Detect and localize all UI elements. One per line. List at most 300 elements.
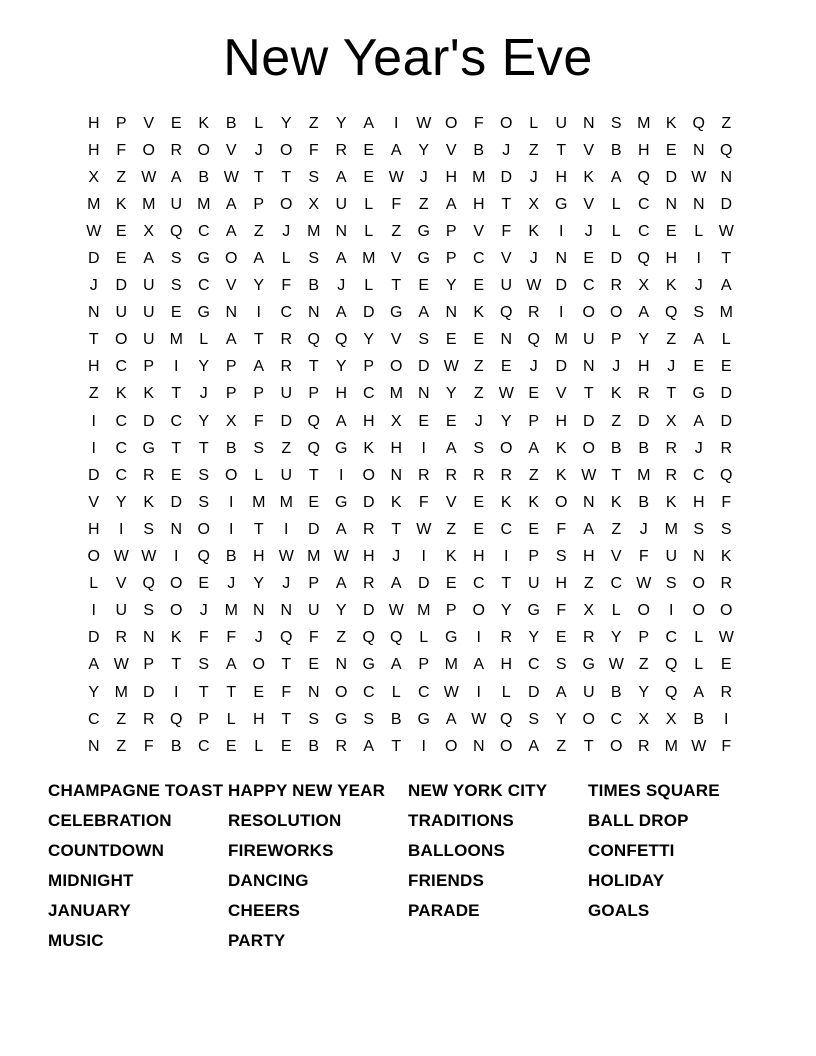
grid-letter-r21-c5: S — [198, 656, 210, 674]
grid-letter-r21-c9: E — [308, 656, 320, 674]
word-dancing: DANCING — [228, 871, 309, 890]
grid-letter-r8-c8: C — [280, 304, 293, 322]
puzzle-title: New Year's Eve — [223, 29, 593, 87]
grid-letter-r6-c17: J — [529, 250, 538, 268]
grid-letter-r8-c20: O — [610, 304, 623, 322]
grid-letter-r2-c17: Z — [528, 141, 539, 159]
grid-letter-r19-c14: P — [445, 602, 457, 620]
grid-letter-r7-c5: C — [197, 277, 210, 295]
grid-letter-r23-c4: Q — [170, 710, 183, 728]
grid-letter-r4-c22: N — [665, 195, 678, 213]
grid-letter-r5-c16: F — [501, 222, 512, 240]
grid-letter-r19-c17: G — [527, 602, 540, 620]
grid-letter-r19-c21: O — [637, 602, 650, 620]
grid-letter-r1-c20: S — [610, 114, 622, 132]
grid-letter-r11-c7: P — [253, 385, 265, 403]
grid-letter-r22-c13: C — [417, 683, 430, 701]
grid-letter-r5-c4: Q — [170, 222, 183, 240]
grid-letter-r7-c13: E — [418, 277, 430, 295]
grid-letter-r1-c10: Y — [335, 114, 347, 132]
grid-letter-r7-c9: B — [308, 277, 320, 295]
word-ball-drop: BALL DROP — [588, 811, 689, 830]
grid-letter-r14-c5: S — [198, 466, 210, 484]
grid-letter-r13-c19: O — [582, 439, 595, 457]
grid-letter-r14-c17: Z — [528, 466, 539, 484]
grid-letter-r21-c19: G — [582, 656, 595, 674]
grid-letter-r20-c8: Q — [280, 629, 293, 647]
grid-letter-r4-c23: N — [692, 195, 705, 213]
grid-letter-r24-c10: R — [335, 737, 348, 755]
grid-letter-r8-c22: Q — [665, 304, 678, 322]
grid-letter-r11-c19: T — [583, 385, 594, 403]
grid-letter-r20-c4: K — [170, 629, 182, 647]
grid-letter-r18-c16: T — [501, 575, 512, 593]
letter-grid — [80, 110, 740, 760]
grid-letter-r8-c3: U — [142, 304, 155, 322]
grid-letter-r15-c24: F — [721, 493, 732, 511]
grid-letter-r4-c21: C — [637, 195, 650, 213]
grid-letter-r2-c23: N — [692, 141, 705, 159]
grid-letter-r1-c2: P — [115, 114, 127, 132]
grid-letter-r19-c5: J — [199, 602, 208, 620]
grid-letter-r15-c17: K — [528, 493, 540, 511]
grid-letter-r24-c18: Z — [556, 737, 567, 755]
grid-letter-r2-c24: Q — [720, 141, 733, 159]
grid-letter-r20-c11: Q — [362, 629, 375, 647]
grid-letter-r1-c24: Z — [721, 114, 732, 132]
grid-letter-r13-c9: Q — [307, 439, 320, 457]
grid-letter-r15-c6: I — [229, 493, 234, 511]
grid-letter-r15-c20: K — [610, 493, 622, 511]
grid-letter-r21-c20: W — [608, 656, 624, 674]
grid-letter-r22-c4: I — [174, 683, 179, 701]
grid-letter-r8-c4: E — [170, 304, 182, 322]
grid-letter-r11-c24: D — [720, 385, 733, 403]
grid-letter-r8-c13: A — [418, 304, 430, 322]
grid-letter-r2-c2: F — [116, 141, 127, 159]
grid-letter-r20-c22: C — [665, 629, 678, 647]
grid-letter-r12-c12: X — [390, 412, 402, 430]
grid-letter-r11-c9: P — [308, 385, 320, 403]
grid-letter-r22-c17: D — [527, 683, 540, 701]
grid-letter-r16-c2: I — [119, 520, 124, 538]
word-friends: FRIENDS — [408, 871, 485, 890]
grid-letter-r4-c10: U — [335, 195, 348, 213]
grid-letter-r24-c11: A — [363, 737, 375, 755]
grid-letter-r18-c9: P — [308, 575, 320, 593]
grid-letter-r21-c22: Q — [665, 656, 678, 674]
grid-letter-r11-c22: T — [666, 385, 677, 403]
grid-letter-r8-c6: N — [225, 304, 238, 322]
grid-letter-r12-c2: C — [115, 412, 128, 430]
grid-letter-r19-c16: Y — [500, 602, 512, 620]
grid-letter-r4-c3: M — [142, 195, 156, 213]
grid-letter-r24-c24: F — [721, 737, 732, 755]
grid-letter-r20-c2: R — [115, 629, 128, 647]
grid-letter-r10-c21: H — [637, 358, 650, 376]
grid-letter-r15-c9: E — [308, 493, 320, 511]
grid-letter-r18-c1: L — [89, 575, 99, 593]
grid-letter-r15-c5: S — [198, 493, 210, 511]
grid-letter-r11-c11: C — [362, 385, 375, 403]
word-holiday: HOLIDAY — [588, 871, 665, 890]
grid-letter-r6-c11: M — [362, 250, 376, 268]
grid-letter-r5-c12: Z — [391, 222, 402, 240]
grid-letter-r21-c1: A — [88, 656, 100, 674]
grid-letter-r9-c15: E — [473, 331, 485, 349]
grid-letter-r4-c18: G — [555, 195, 568, 213]
grid-letter-r12-c14: E — [445, 412, 457, 430]
grid-letter-r2-c19: V — [583, 141, 595, 159]
grid-letter-r6-c10: A — [335, 250, 347, 268]
grid-letter-r24-c23: W — [691, 737, 707, 755]
grid-letter-r18-c23: O — [692, 575, 705, 593]
grid-letter-r23-c21: X — [638, 710, 650, 728]
grid-letter-r19-c10: Y — [335, 602, 347, 620]
grid-letter-r15-c4: D — [170, 493, 183, 511]
grid-letter-r12-c23: A — [693, 412, 705, 430]
grid-letter-r23-c8: T — [281, 710, 292, 728]
grid-letter-r14-c20: T — [611, 466, 622, 484]
grid-letter-r3-c3: W — [141, 168, 157, 186]
grid-letter-r15-c11: D — [362, 493, 375, 511]
grid-letter-r21-c15: A — [473, 656, 485, 674]
grid-letter-r24-c2: Z — [116, 737, 127, 755]
grid-letter-r3-c16: D — [500, 168, 513, 186]
grid-letter-r1-c1: H — [87, 114, 100, 132]
grid-letter-r19-c9: U — [307, 602, 320, 620]
grid-letter-r17-c21: F — [638, 548, 649, 566]
grid-letter-r23-c20: C — [610, 710, 623, 728]
grid-letter-r17-c2: W — [113, 548, 129, 566]
grid-letter-r23-c14: A — [445, 710, 457, 728]
grid-letter-r2-c3: O — [142, 141, 155, 159]
grid-letter-r6-c5: G — [197, 250, 210, 268]
grid-letter-r11-c10: H — [335, 385, 348, 403]
grid-letter-r16-c1: H — [87, 520, 100, 538]
grid-letter-r6-c6: O — [225, 250, 238, 268]
grid-letter-r8-c18: I — [559, 304, 564, 322]
grid-letter-r17-c13: I — [421, 548, 426, 566]
grid-letter-r1-c21: M — [637, 114, 651, 132]
grid-letter-r13-c13: I — [421, 439, 426, 457]
grid-letter-r21-c8: T — [281, 656, 292, 674]
word-countdown: COUNTDOWN — [48, 841, 165, 860]
grid-letter-r18-c11: R — [362, 575, 375, 593]
grid-letter-r9-c6: A — [225, 331, 237, 349]
grid-letter-r17-c16: I — [504, 548, 509, 566]
grid-letter-r12-c15: J — [474, 412, 483, 430]
grid-letter-r23-c1: C — [87, 710, 100, 728]
grid-letter-r20-c24: W — [718, 629, 734, 647]
grid-letter-r3-c5: B — [198, 168, 210, 186]
grid-letter-r3-c23: W — [691, 168, 707, 186]
grid-letter-r14-c24: Q — [720, 466, 733, 484]
grid-letter-r19-c13: M — [417, 602, 431, 620]
grid-letter-r14-c11: O — [362, 466, 375, 484]
grid-letter-r1-c14: O — [445, 114, 458, 132]
grid-letter-r13-c11: K — [363, 439, 375, 457]
grid-letter-r24-c15: N — [472, 737, 485, 755]
grid-letter-r6-c14: P — [445, 250, 457, 268]
grid-letter-r12-c6: X — [225, 412, 237, 430]
grid-letter-r14-c1: D — [87, 466, 100, 484]
grid-letter-r3-c9: S — [308, 168, 320, 186]
grid-letter-r1-c12: I — [394, 114, 399, 132]
grid-letter-r1-c11: A — [363, 114, 375, 132]
grid-letter-r9-c14: E — [445, 331, 457, 349]
grid-letter-r15-c14: V — [445, 493, 457, 511]
grid-letter-r9-c11: Y — [363, 331, 375, 349]
grid-letter-r20-c1: D — [87, 629, 100, 647]
grid-letter-r19-c11: D — [362, 602, 375, 620]
grid-letter-r4-c2: K — [115, 195, 127, 213]
grid-letter-r12-c20: Z — [611, 412, 622, 430]
grid-letter-r8-c2: U — [115, 304, 128, 322]
grid-letter-r3-c4: A — [170, 168, 182, 186]
grid-letter-r24-c22: M — [664, 737, 678, 755]
grid-letter-r20-c7: J — [254, 629, 263, 647]
grid-letter-r17-c23: N — [692, 548, 705, 566]
grid-letter-r6-c1: D — [87, 250, 100, 268]
grid-letter-r13-c22: R — [665, 439, 678, 457]
grid-letter-r23-c16: Q — [500, 710, 513, 728]
grid-letter-r7-c16: U — [500, 277, 513, 295]
grid-letter-r10-c7: A — [253, 358, 265, 376]
grid-letter-r21-c18: S — [555, 656, 567, 674]
grid-letter-r23-c12: B — [390, 710, 402, 728]
grid-letter-r24-c3: F — [143, 737, 154, 755]
grid-letter-r24-c4: B — [170, 737, 182, 755]
grid-letter-r15-c23: H — [692, 493, 705, 511]
grid-letter-r10-c17: J — [529, 358, 538, 376]
grid-letter-r22-c21: Y — [638, 683, 650, 701]
grid-letter-r5-c3: X — [143, 222, 155, 240]
grid-letter-r22-c3: D — [142, 683, 155, 701]
grid-letter-r18-c5: E — [198, 575, 210, 593]
grid-letter-r11-c17: E — [528, 385, 540, 403]
grid-letter-r5-c22: E — [665, 222, 677, 240]
grid-letter-r7-c4: S — [170, 277, 182, 295]
grid-letter-r18-c8: J — [282, 575, 291, 593]
grid-letter-r19-c4: O — [170, 602, 183, 620]
grid-letter-r20-c15: I — [476, 629, 481, 647]
grid-letter-r22-c11: C — [362, 683, 375, 701]
grid-letter-r6-c21: Q — [637, 250, 650, 268]
grid-letter-r13-c24: R — [720, 439, 733, 457]
grid-letter-r1-c3: V — [143, 114, 155, 132]
grid-letter-r14-c23: C — [692, 466, 705, 484]
grid-letter-r23-c17: S — [528, 710, 540, 728]
grid-letter-r22-c24: R — [720, 683, 733, 701]
grid-letter-r16-c14: Z — [446, 520, 457, 538]
grid-letter-r6-c19: E — [583, 250, 595, 268]
grid-letter-r5-c15: V — [473, 222, 485, 240]
grid-letter-r16-c19: A — [583, 520, 595, 538]
grid-letter-r14-c19: W — [581, 466, 597, 484]
grid-letter-r13-c5: T — [198, 439, 209, 457]
grid-letter-r18-c3: Q — [142, 575, 155, 593]
grid-letter-r9-c19: U — [582, 331, 595, 349]
grid-letter-r7-c21: X — [638, 277, 650, 295]
grid-letter-r10-c11: P — [363, 358, 375, 376]
grid-letter-r8-c7: I — [256, 304, 261, 322]
grid-letter-r19-c23: O — [692, 602, 705, 620]
grid-letter-r3-c6: W — [223, 168, 239, 186]
grid-letter-r14-c10: I — [339, 466, 344, 484]
word-list — [48, 776, 768, 956]
grid-letter-r16-c22: M — [664, 520, 678, 538]
grid-letter-r11-c13: N — [417, 385, 430, 403]
grid-letter-r10-c1: H — [87, 358, 100, 376]
grid-letter-r5-c19: J — [584, 222, 593, 240]
grid-letter-r2-c7: J — [254, 141, 263, 159]
grid-letter-r7-c6: V — [225, 277, 237, 295]
grid-letter-r21-c3: P — [143, 656, 155, 674]
grid-letter-r14-c6: O — [225, 466, 238, 484]
grid-letter-r6-c8: L — [281, 250, 291, 268]
grid-letter-r10-c2: C — [115, 358, 128, 376]
grid-letter-r6-c20: D — [610, 250, 623, 268]
grid-letter-r1-c8: Y — [280, 114, 292, 132]
grid-letter-r8-c14: N — [445, 304, 458, 322]
grid-letter-r18-c22: S — [665, 575, 677, 593]
grid-letter-r9-c23: A — [693, 331, 705, 349]
grid-letter-r9-c24: L — [721, 331, 731, 349]
grid-letter-r15-c15: E — [473, 493, 485, 511]
grid-letter-r16-c8: I — [284, 520, 289, 538]
grid-letter-r14-c14: R — [445, 466, 458, 484]
grid-letter-r1-c4: E — [170, 114, 182, 132]
grid-letter-r7-c22: K — [665, 277, 677, 295]
grid-letter-r21-c24: E — [720, 656, 732, 674]
grid-letter-r18-c19: Z — [583, 575, 594, 593]
grid-letter-r3-c7: T — [253, 168, 264, 186]
grid-letter-r24-c5: C — [197, 737, 210, 755]
grid-letter-r23-c6: L — [226, 710, 236, 728]
grid-letter-r24-c19: T — [583, 737, 594, 755]
grid-letter-r4-c1: M — [87, 195, 101, 213]
grid-letter-r15-c7: M — [252, 493, 266, 511]
grid-letter-r12-c4: C — [170, 412, 183, 430]
grid-letter-r23-c2: Z — [116, 710, 127, 728]
grid-letter-r7-c3: U — [142, 277, 155, 295]
grid-letter-r16-c17: E — [528, 520, 540, 538]
grid-letter-r11-c23: G — [692, 385, 705, 403]
grid-letter-r10-c14: W — [443, 358, 459, 376]
grid-letter-r4-c13: Z — [418, 195, 429, 213]
grid-letter-r8-c16: Q — [500, 304, 513, 322]
grid-letter-r18-c15: C — [472, 575, 485, 593]
grid-letter-r3-c14: H — [445, 168, 458, 186]
grid-letter-r15-c2: Y — [115, 493, 127, 511]
grid-letter-r12-c1: I — [91, 412, 96, 430]
grid-letter-r3-c2: Z — [116, 168, 127, 186]
grid-letter-r11-c5: J — [199, 385, 208, 403]
grid-letter-r12-c7: F — [253, 412, 264, 430]
grid-letter-r18-c21: W — [636, 575, 652, 593]
grid-letter-r8-c17: R — [527, 304, 540, 322]
grid-letter-r17-c24: K — [720, 548, 732, 566]
grid-letter-r20-c12: Q — [390, 629, 403, 647]
grid-letter-r24-c17: A — [528, 737, 540, 755]
grid-letter-r7-c8: F — [281, 277, 292, 295]
grid-letter-r3-c15: M — [472, 168, 486, 186]
grid-letter-r9-c3: U — [142, 331, 155, 349]
grid-letter-r19-c15: O — [472, 602, 485, 620]
grid-letter-r2-c12: A — [390, 141, 402, 159]
grid-letter-r14-c7: L — [254, 466, 264, 484]
grid-letter-r2-c22: E — [665, 141, 677, 159]
grid-letter-r21-c14: M — [444, 656, 458, 674]
grid-letter-r4-c8: O — [280, 195, 293, 213]
grid-letter-r19-c6: M — [224, 602, 238, 620]
grid-letter-r13-c18: K — [555, 439, 567, 457]
grid-letter-r4-c6: A — [225, 195, 237, 213]
grid-letter-r17-c5: Q — [197, 548, 210, 566]
grid-letter-r7-c11: L — [364, 277, 374, 295]
grid-letter-r13-c17: A — [528, 439, 540, 457]
grid-letter-r8-c24: M — [719, 304, 733, 322]
grid-letter-r23-c5: P — [198, 710, 210, 728]
grid-letter-r20-c21: P — [638, 629, 650, 647]
grid-letter-r4-c14: A — [445, 195, 457, 213]
word-happy-new-year: HAPPY NEW YEAR — [228, 781, 386, 800]
grid-letter-r5-c5: C — [197, 222, 210, 240]
grid-letter-r20-c5: F — [198, 629, 209, 647]
grid-letter-r5-c6: A — [225, 222, 237, 240]
grid-letter-r2-c6: V — [225, 141, 237, 159]
grid-letter-r19-c24: O — [720, 602, 733, 620]
grid-letter-r6-c4: S — [170, 250, 182, 268]
grid-letter-r10-c6: P — [225, 358, 237, 376]
grid-letter-r4-c17: X — [528, 195, 540, 213]
word-balloons: BALLOONS — [408, 841, 505, 860]
grid-letter-r13-c1: I — [91, 439, 96, 457]
grid-letter-r15-c18: O — [555, 493, 568, 511]
grid-letter-r4-c11: L — [364, 195, 374, 213]
grid-letter-r16-c5: O — [197, 520, 210, 538]
grid-letter-r3-c21: Q — [637, 168, 650, 186]
grid-letter-r15-c1: V — [88, 493, 100, 511]
grid-letter-r5-c7: Z — [253, 222, 264, 240]
grid-letter-r16-c21: J — [639, 520, 648, 538]
grid-letter-r6-c22: H — [665, 250, 678, 268]
grid-letter-r23-c9: S — [308, 710, 320, 728]
grid-letter-r9-c20: P — [610, 331, 622, 349]
grid-letter-r4-c7: P — [253, 195, 265, 213]
grid-letter-r6-c2: E — [115, 250, 127, 268]
grid-letter-r4-c16: T — [501, 195, 512, 213]
grid-letter-r2-c14: V — [445, 141, 457, 159]
word-list-column-2 — [228, 776, 408, 956]
grid-letter-r7-c20: R — [610, 277, 623, 295]
grid-letter-r3-c20: A — [610, 168, 622, 186]
grid-letter-r3-c10: A — [335, 168, 347, 186]
grid-letter-r13-c21: B — [638, 439, 650, 457]
grid-letter-r8-c19: O — [582, 304, 595, 322]
grid-letter-r6-c15: C — [472, 250, 485, 268]
grid-letter-r6-c23: I — [696, 250, 701, 268]
grid-letter-r15-c10: G — [335, 493, 348, 511]
grid-letter-r11-c4: T — [171, 385, 182, 403]
grid-letter-r24-c6: E — [225, 737, 237, 755]
grid-letter-r21-c11: G — [362, 656, 375, 674]
grid-letter-r4-c12: F — [391, 195, 402, 213]
grid-letter-r19-c8: N — [280, 602, 293, 620]
grid-letter-r2-c15: B — [473, 141, 485, 159]
grid-letter-r2-c9: F — [308, 141, 319, 159]
